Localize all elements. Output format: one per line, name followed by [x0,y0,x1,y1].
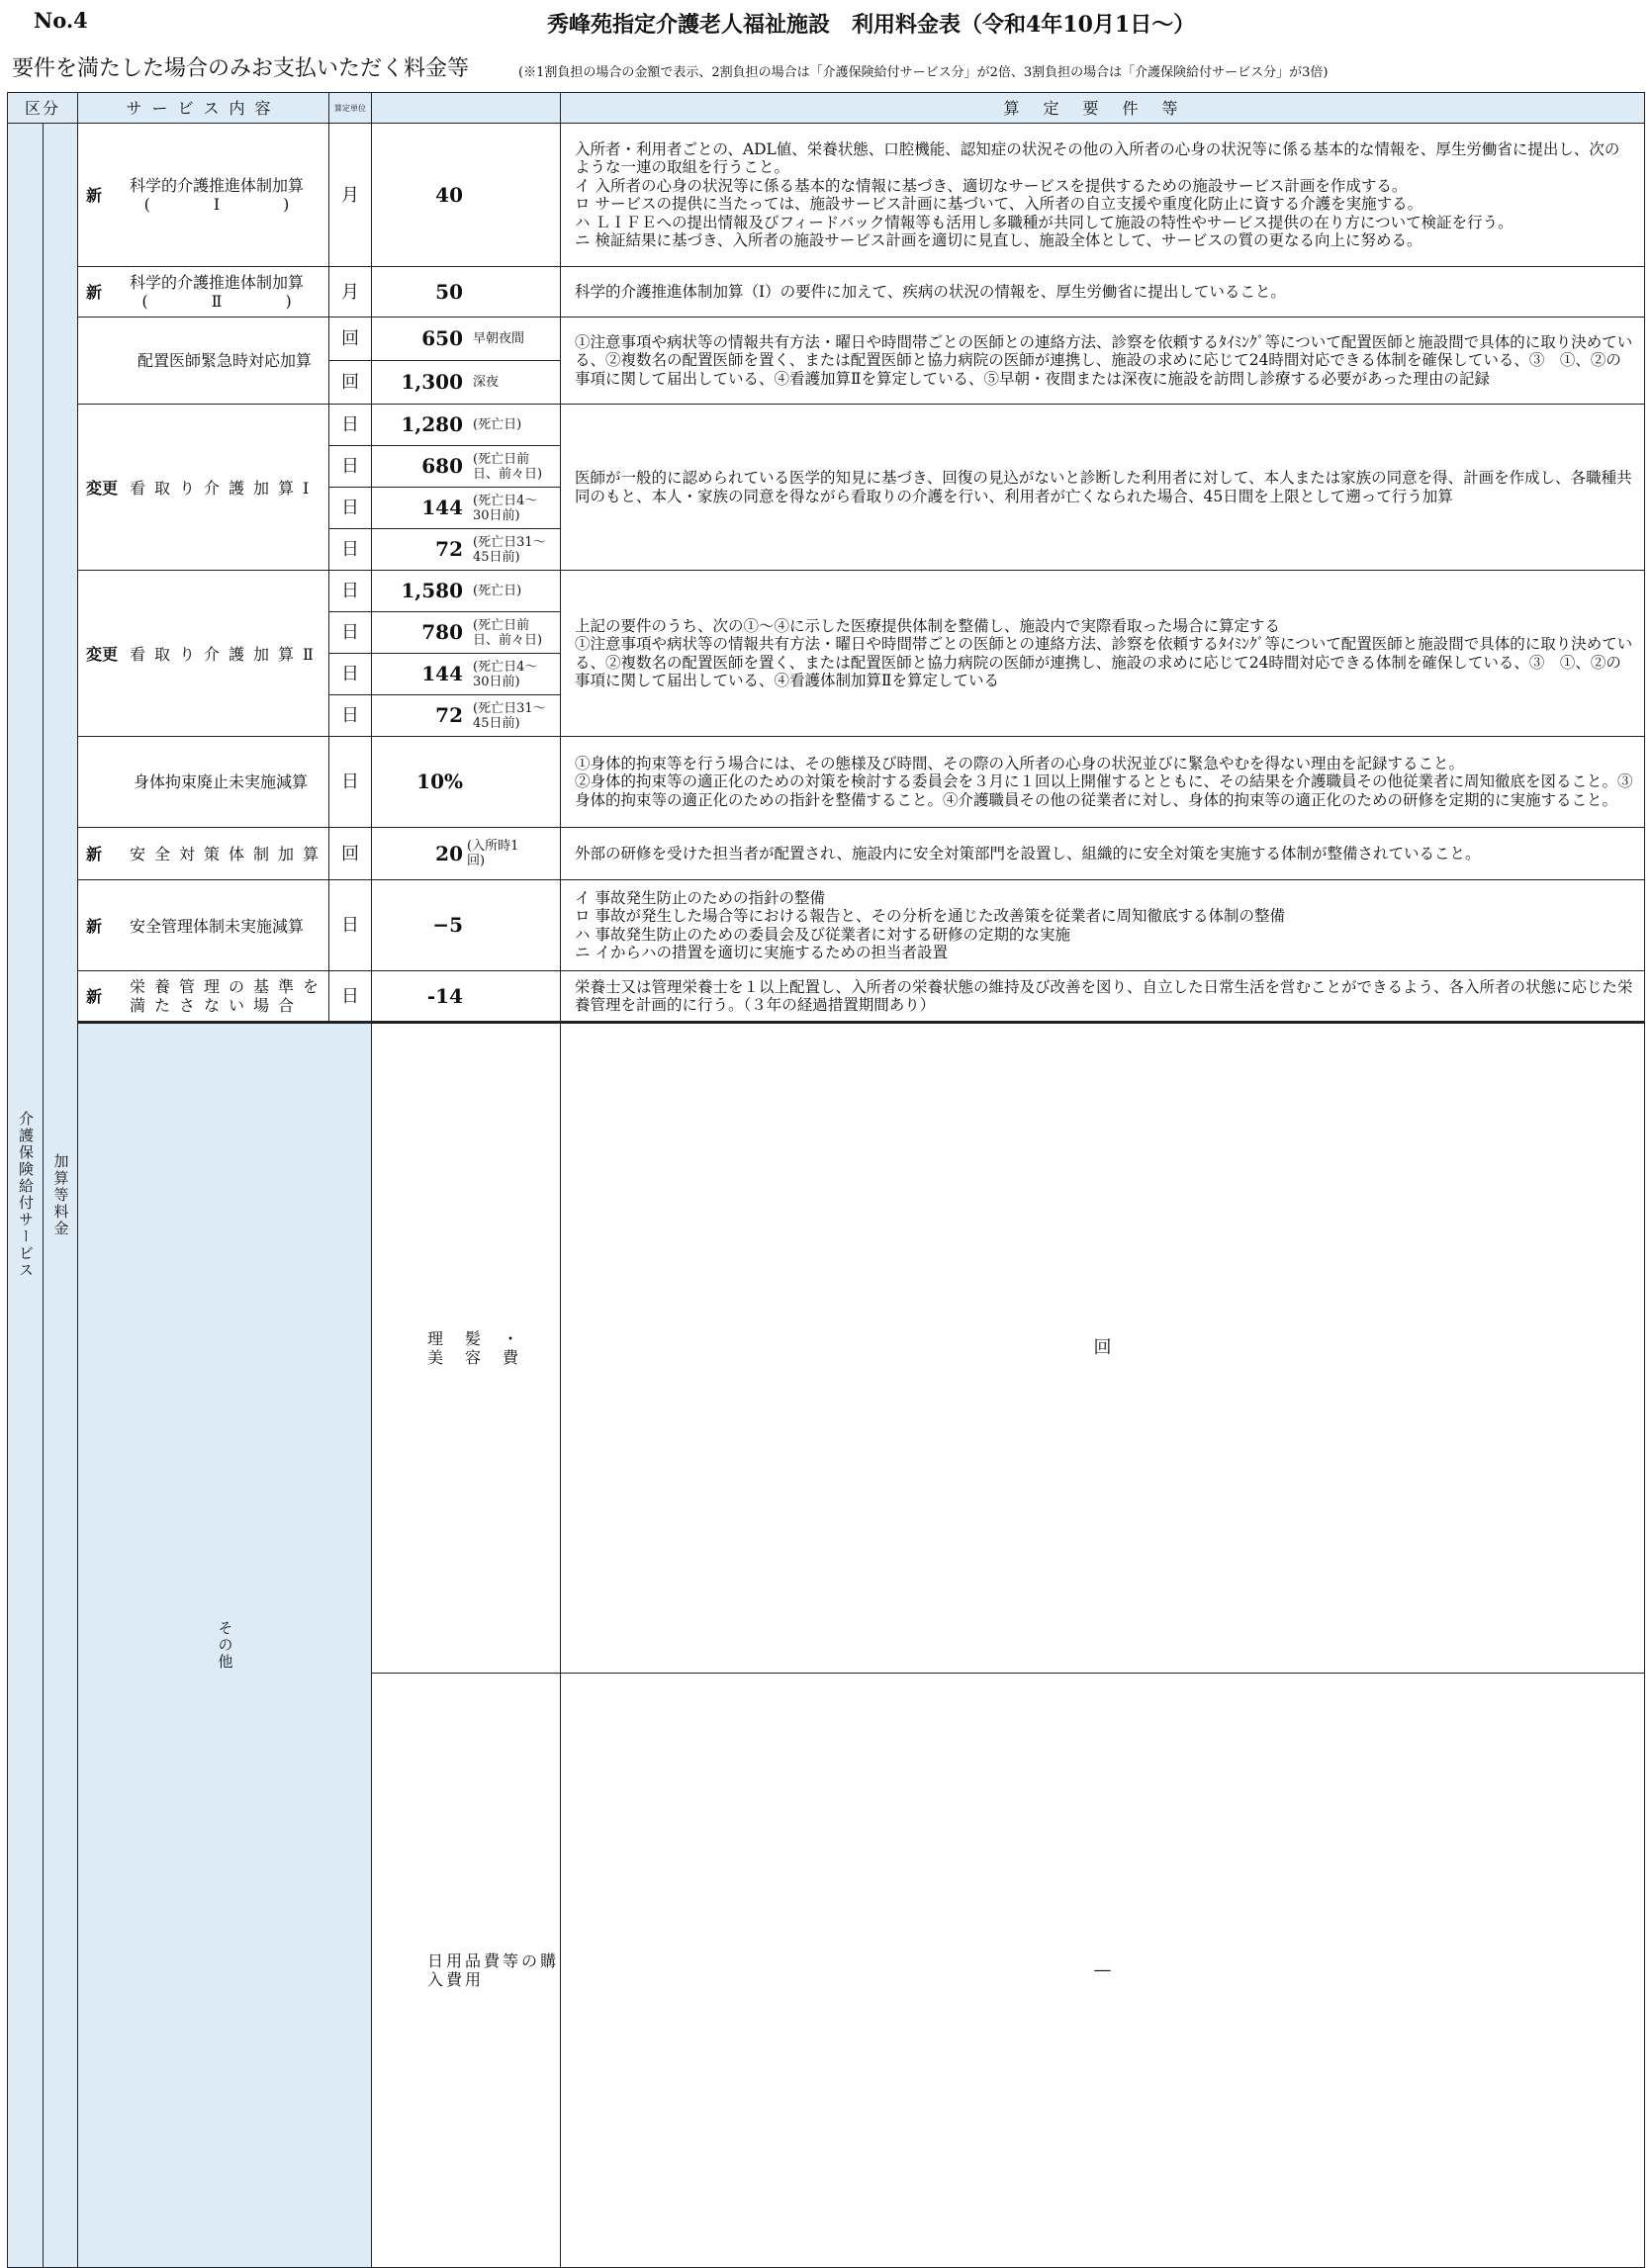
amount-note: (死亡日) [473,417,522,433]
table-row [8,880,1645,971]
amount-value: 650 [421,326,464,351]
conditions-cell [561,571,1645,737]
service-name [372,1023,561,1674]
unit-cell: 回 [329,361,372,405]
unit-cell: 日 [329,446,372,488]
table-row [8,318,1645,361]
document-note: (※1割負担の場合の金額で表示、2割負担の場合は「介護保険給付サービス分」が2倍、3割負担の場合は「介護保険給付サービス分」が3倍) [518,65,1329,80]
amount-value: −5 [432,913,464,938]
unit-cell: 月 [329,124,372,267]
condition-line: イ 入所者の心身の状況等に係る基本的な情報に基づき、適切なサービスを提供するための施設サービス計画を作成する。 [575,176,1408,195]
conditions-cell: 栄養士又は管理栄養士を１以上配置し、入所者の栄養状態の維持及び改善を図り、自立した日常生活を営むことができるよう、各入所者の状態に応じた栄養管理を計画的に行う。（３年の経過措置期間あり） [561,971,1645,1023]
unit-cell: 日 [329,488,372,529]
new-tag: 新 [86,282,103,302]
amount-value: 50 [435,279,464,304]
amount-cell [372,737,561,828]
condition-line: ロ サービスの提供に当たっては、施設サービス計画に基づいて、入所者の自立支援や重度化防止に資する介護を実施する。 [575,195,1423,213]
service-name-text: 看取り介護加算Ⅰ [130,478,319,498]
condition-line: ニ 検証結果に基づき、入所者の施設サービス計画を適切に見直し、施設全体として、サービスの質の更なる向上に努める。 [575,231,1422,249]
amount-value: 144 [421,662,464,685]
unit-cell: 日 [329,695,372,737]
amount-cell [372,971,561,1023]
amount-note: (死亡日31～45日前) [473,534,546,565]
table-row [8,828,1645,880]
service-name [78,737,329,828]
amount-note: (死亡日) [473,584,522,599]
table-row [8,571,1645,612]
document-number: No.4 [34,8,88,33]
unit-cell: 日 [329,654,372,695]
condition-line: ①注意事項や病状等の情報共有方法・曜日や時間帯ごとの医師との連絡方法、診察を依頼するﾀｲﾐﾝｸﾞ等について配置医師と施設間で具体的に取り決めている、②複数名の配置医師を置く、または配置医師と協力病院の医師が連携し、施設の求めに応じて24時間対応できる体制を確保している、③ ①、②の事項に関して届出している、④看護体制加算Ⅱを算定している [575,635,1633,689]
amount-value: 72 [435,703,464,727]
amount-value [1645,1306,1651,1324]
unit-cell: 日 [329,571,372,612]
amount-cell [372,828,561,880]
changed-tag: 変更 [86,478,119,498]
amount-value [1645,1951,1651,1989]
condition-line: ハ ＬＩＦＥへの提出情報及びフィードバック情報等も活用し多職種が共同して施設の特性やサービス提供の在り方について検証を行う。 [575,213,1513,231]
amount-value: 20 [435,841,464,865]
header-unit: 算定単位 [329,93,372,124]
service-name [78,405,329,571]
header-service: サービス内容 [78,93,329,124]
category-sub: 加算等料金 [44,124,78,2268]
unit-cell: — [561,1673,1645,2267]
amount-cell [372,880,561,971]
service-name-text: 身体拘束廃止未実施減算 [134,772,309,791]
amount-cell [372,654,561,695]
service-name-text: 日用品費等の購入費用 [427,1950,560,1989]
service-name-text: 看取り介護加算Ⅱ [130,644,322,664]
service-name-line: ( Ⅱ ) [141,292,292,311]
service-name [78,571,329,737]
unit-cell: 日 [329,971,372,1023]
conditions-cell: 外部の研修を受けた担当者が配置され、施設内に安全対策部門を設置し、組織的に安全対策を実施する体制が整備されていること。 [561,828,1645,880]
conditions-cell [561,124,1645,267]
amount-value: 780 [421,620,464,644]
amount-note: (死亡日4～30日前) [473,659,538,689]
fee-table [7,92,1645,2268]
amount-value: 40 [435,182,464,207]
document-subtitle: 要件を満たした場合のみお支払いただく料金等 [12,56,470,81]
service-name-line: ( Ⅰ ) [143,195,290,214]
amount-note: 早朝夜間 [473,331,525,347]
amount-note: (死亡日4～30日前) [473,493,538,523]
service-name-text: 安全管理体制未実施減算 [130,916,305,936]
table-row [8,737,1645,828]
amount-note: (入所時1回) [467,839,519,868]
unit-cell: 回 [329,828,372,880]
service-name [78,880,329,971]
amount-value: 10% [416,770,464,794]
table-row [8,1023,1645,1674]
category-other: その他 [78,1023,372,2268]
service-name [78,267,329,318]
conditions-cell [561,737,1645,828]
amount-cell [372,529,561,571]
condition-line: ロ 事故が発生した場合等における報告と、その分析を通じた改善策を従業者に周知徹底する体制の整備 [575,907,1285,925]
amount-cell [372,267,561,318]
header-blank [372,93,561,124]
header-conditions: 算定要件等 [561,93,1645,124]
amount-note: (死亡日31～45日前) [473,700,546,731]
service-name [78,318,329,405]
conditions-cell: ①注意事項や病状等の情報共有方法・曜日や時間帯ごとの医師との連絡方法、診察を依頼するﾀｲﾐﾝｸﾞ等について配置医師と施設間で具体的に取り決めている、②複数名の配置医師を置く、または配置医師と協力病院の医師が連携し、施設の求めに応じて24時間対応できる体制を確保している、③ ①、②の事項に関して届出している、④看護加算Ⅱを算定している、⑤早朝・夜間または深夜に施設を訪問し診療する必要があった理由の記録 [561,318,1645,405]
amount-cell [372,446,561,488]
new-tag: 新 [86,986,103,1006]
amount-value: 1,280 [401,412,464,437]
service-name [78,828,329,880]
category-main: 介護保険給付サービス [8,124,44,2268]
table-row [8,971,1645,1023]
amount-cell [372,612,561,654]
table-row [8,267,1645,318]
amount-value: -14 [426,983,464,1008]
changed-tag: 変更 [86,644,119,664]
table-row [8,124,1645,267]
condition-line: イ 事故発生防止のための指針の整備 [575,888,825,907]
amount-value: 144 [421,496,464,519]
amount-value: 680 [421,454,464,478]
amount-value: 1,300 [401,370,464,395]
service-name-text: 配置医師緊急時対応加算 [138,351,313,370]
unit-cell: 日 [329,612,372,654]
conditions-cell: 科学的介護推進体制加算（Ⅰ）の要件に加えて、疾病の状況の情報を、厚生労働省に提出していること。 [561,267,1645,318]
unit-cell: 日 [329,405,372,446]
unit-cell: 日 [329,529,372,571]
service-name-line: 満たさない場合 [130,996,304,1015]
amount-cell [372,318,561,361]
amount-cell [372,695,561,737]
amount-cell [372,488,561,529]
condition-line: 入所者・利用者ごとの、ADL値、栄養状態、口腔機能、認知症の状況その他の入所者の心身の状況等に係る基本的な情報を、厚生労働省に提出し、次のような一連の取組を行うこと。 [575,139,1620,176]
new-tag: 新 [86,916,103,936]
unit-cell: 日 [329,737,372,828]
amount-value: 1,580 [401,579,464,603]
service-name-text: 安全対策体制加算 [130,845,328,863]
service-name-text: 理髪・美容費 [427,1328,541,1367]
amount-note: (死亡日前日、前々日) [473,451,543,482]
document-title: 秀峰苑指定介護老人福祉施設 利用料金表（令和4年10月1日～） [547,12,1196,38]
amount-cell [372,124,561,267]
condition-line: ②身体的拘束等の適正化のための対策を検討する委員会を３月に１回以上開催するとともに、その結果を介護職員その他従業者に周知徹底を図ること。③身体的拘束等の適正化のための指針を整備すること。④介護職員その他の従業者に対し、身体的拘束等の適正化のための研修を定期的に実施すること。 [575,772,1633,809]
condition-line: ニ イからハの措置を適切に実施するための担当者設置 [575,944,948,961]
amount-cell [372,571,561,612]
condition-line: ①身体的拘束等を行う場合には、その態様及び時間、その際の入所者の心身の状況並びに緊急やむを得ない理由を記録すること。 [575,754,1465,772]
header-category: 区分 [8,93,78,124]
service-name [78,124,329,267]
unit-cell: 回 [329,318,372,361]
new-tag: 新 [86,845,103,863]
amount-note: (死亡日前日、前々日) [473,617,543,648]
service-name [78,971,329,1023]
amount-note: 深夜 [473,375,500,391]
service-name-line: 科学的介護推進体制加算 [130,176,305,195]
unit-cell: 月 [329,267,372,318]
service-name-line: 栄養管理の基準を [130,977,328,996]
new-tag: 新 [86,185,103,205]
unit-cell: 日 [329,880,372,971]
conditions-cell [561,880,1645,971]
service-name [372,1673,561,2267]
condition-line: 上記の要件のうち、次の①～④に示した医療提供体制を整備し、施設内で実際看取った場合に算定する [575,616,1281,635]
table-row [8,405,1645,446]
service-name-line: 科学的介護推進体制加算 [130,273,305,292]
amount-cell [372,405,561,446]
amount-value: 72 [435,537,464,561]
condition-line: ハ 事故発生防止のための委員会及び従業者に対する研修の定期的な実施 [575,925,1070,944]
unit-cell: 回 [561,1023,1645,1674]
amount-cell [372,361,561,405]
conditions-cell: 医師が一般的に認められている医学的知見に基づき、回復の見込がないと診断した利用者に対して、本人または家族の同意を得、計画を作成し、各職種共同のもと、本人・家族の同意を得ながら看取りの介護を行い、利用者が亡くなられた場合、45日間を上限として遡って行う加算 [561,405,1645,571]
